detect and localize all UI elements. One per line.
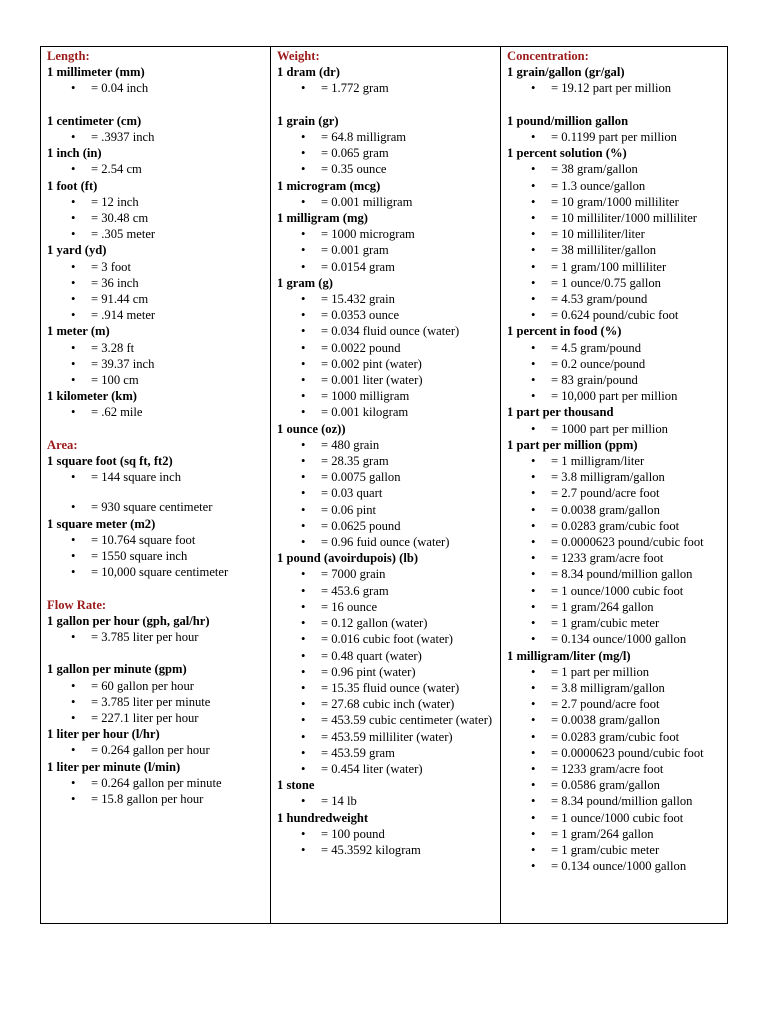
equivalent-item: • = 0.0000623 pound/cubic foot bbox=[507, 745, 723, 761]
equivalent-item: • = 1000 milligram bbox=[277, 388, 496, 404]
unit-term: 1 pound/million gallon bbox=[507, 113, 629, 128]
equivalent-item: • = 38 gram/gallon bbox=[507, 161, 723, 177]
equivalent-item: • = .3937 inch bbox=[47, 129, 266, 145]
equivalent-item: • = 0.03 quart bbox=[277, 485, 496, 501]
unit-term: 1 liter per minute (l/min) bbox=[47, 759, 181, 774]
unit-term: 1 centimeter (cm) bbox=[47, 113, 142, 128]
equivalents-list bbox=[47, 499, 266, 515]
equivalents-list bbox=[277, 80, 496, 96]
equivalent-item: • = 0.96 fuid ounce (water) bbox=[277, 534, 496, 550]
equivalent-item: • = 0.0038 gram/gallon bbox=[507, 502, 723, 518]
unit-term: 1 grain/gallon (gr/gal) bbox=[507, 65, 625, 80]
equivalent-item: • = 39.37 inch bbox=[47, 356, 266, 372]
equivalent-item: • = 1 gram/264 gallon bbox=[507, 599, 723, 615]
equivalents-list bbox=[47, 129, 266, 145]
equivalent-item: • = 0.624 pound/cubic foot bbox=[507, 307, 723, 323]
equivalent-item: • = 453.6 gram bbox=[277, 583, 496, 599]
unit-term: 1 yard (yd) bbox=[47, 243, 107, 258]
equivalent-item: • = 1.3 ounce/gallon bbox=[507, 178, 723, 194]
equivalents-list bbox=[277, 129, 496, 178]
equivalent-item: • = 8.34 pound/million gallon bbox=[507, 793, 723, 809]
equivalents-list bbox=[507, 421, 723, 437]
unit-term: 1 gallon per hour (gph, gal/hr) bbox=[47, 613, 210, 628]
unit-term: 1 liter per hour (l/hr) bbox=[47, 727, 160, 742]
equivalent-item: • = 10 milliliter/1000 milliliter bbox=[507, 210, 723, 226]
equivalent-item: • = 227.1 liter per hour bbox=[47, 710, 266, 726]
equivalent-item: • = 12 inch bbox=[47, 194, 266, 210]
equivalents-list bbox=[277, 226, 496, 275]
unit-term: 1 microgram (mcg) bbox=[277, 178, 381, 193]
equivalent-item: • = 0.04 inch bbox=[47, 80, 266, 96]
unit-term: 1 dram (dr) bbox=[277, 65, 340, 80]
equivalent-item: • = 10.764 square foot bbox=[47, 532, 266, 548]
equivalent-item: • = 0.1199 part per million bbox=[507, 129, 723, 145]
section-header-concentration: Concentration: bbox=[507, 49, 589, 63]
equivalent-item: • = .62 mile bbox=[47, 404, 266, 420]
equivalent-item: • = 10,000 part per million bbox=[507, 388, 723, 404]
equivalent-item: • = 0.0586 gram/gallon bbox=[507, 777, 723, 793]
group-spacer bbox=[47, 485, 266, 499]
equivalent-item: • = 14 lb bbox=[277, 793, 496, 809]
equivalent-item: • = 100 pound bbox=[277, 826, 496, 842]
equivalent-item: • = 19.12 part per million bbox=[507, 80, 723, 96]
column-length-area-flow bbox=[41, 47, 270, 923]
equivalent-item: • = 1550 square inch bbox=[47, 548, 266, 564]
section-header-weight: Weight: bbox=[277, 49, 320, 63]
equivalent-item: • = 83 grain/pound bbox=[507, 372, 723, 388]
equivalents-list bbox=[47, 742, 266, 758]
equivalent-item: • = 0.12 gallon (water) bbox=[277, 615, 496, 631]
unit-term: 1 grain (gr) bbox=[277, 113, 339, 128]
equivalent-item: • = 0.0625 pound bbox=[277, 518, 496, 534]
equivalent-item: • = 1.772 gram bbox=[277, 80, 496, 96]
equivalents-list bbox=[47, 80, 266, 96]
equivalent-item: • = 64.8 milligram bbox=[277, 129, 496, 145]
column-concentration bbox=[500, 47, 727, 923]
equivalents-list bbox=[47, 469, 266, 485]
equivalent-item: • = 0.264 gallon per minute bbox=[47, 775, 266, 791]
unit-term: 1 part per million (ppm) bbox=[507, 437, 638, 452]
equivalent-item: • = 0.0000623 pound/cubic foot bbox=[507, 534, 723, 550]
equivalents-list bbox=[47, 161, 266, 177]
equivalent-item: • = 10 gram/1000 milliliter bbox=[507, 194, 723, 210]
equivalent-item: • = 0.001 liter (water) bbox=[277, 372, 496, 388]
equivalent-item: • = 3 foot bbox=[47, 259, 266, 275]
equivalent-item: • = 1 gram/100 milliliter bbox=[507, 259, 723, 275]
equivalent-item: • = 3.28 ft bbox=[47, 340, 266, 356]
equivalent-item: • = 27.68 cubic inch (water) bbox=[277, 696, 496, 712]
equivalents-list bbox=[507, 129, 723, 145]
equivalent-item: • = 930 square centimeter bbox=[47, 499, 266, 515]
equivalent-item: • = 3.8 milligram/gallon bbox=[507, 469, 723, 485]
equivalent-item: • = 45.3592 kilogram bbox=[277, 842, 496, 858]
equivalent-item: • = 91.44 cm bbox=[47, 291, 266, 307]
equivalents-list bbox=[47, 629, 266, 645]
equivalent-item: • = 0.2 ounce/pound bbox=[507, 356, 723, 372]
unit-term: 1 part per thousand bbox=[507, 405, 614, 420]
equivalents-list bbox=[507, 664, 723, 875]
equivalent-item: • = 15.432 grain bbox=[277, 291, 496, 307]
equivalents-list bbox=[277, 437, 496, 550]
equivalents-list bbox=[277, 793, 496, 809]
equivalent-item: • = 0.264 gallon per hour bbox=[47, 742, 266, 758]
equivalents-list bbox=[47, 259, 266, 324]
equivalent-item: • = 1 ounce/1000 cubic foot bbox=[507, 810, 723, 826]
equivalent-item: • = 7000 grain bbox=[277, 566, 496, 582]
equivalent-item: • = 30.48 cm bbox=[47, 210, 266, 226]
equivalent-item: • = 0.0353 ounce bbox=[277, 307, 496, 323]
equivalent-item: • = 15.35 fluid ounce (water) bbox=[277, 680, 496, 696]
unit-term: 1 kilometer (km) bbox=[47, 389, 138, 404]
equivalent-item: • = .914 meter bbox=[47, 307, 266, 323]
equivalent-item: • = 8.34 pound/million gallon bbox=[507, 566, 723, 582]
equivalents-list bbox=[47, 678, 266, 727]
group-spacer bbox=[47, 97, 266, 113]
group-spacer bbox=[277, 97, 496, 113]
unit-term: 1 percent in food (%) bbox=[507, 324, 622, 339]
equivalent-item: • = 0.48 quart (water) bbox=[277, 648, 496, 664]
equivalent-item: • = 453.59 cubic centimeter (water) bbox=[277, 712, 496, 728]
unit-term: 1 pound (avoirdupois) (lb) bbox=[277, 551, 419, 566]
equivalent-item: • = 1233 gram/acre foot bbox=[507, 550, 723, 566]
equivalent-item: • = 2.54 cm bbox=[47, 161, 266, 177]
equivalent-item: • = 0.0022 pound bbox=[277, 340, 496, 356]
unit-term: 1 gram (g) bbox=[277, 275, 333, 290]
equivalents-list bbox=[277, 826, 496, 858]
equivalents-list bbox=[277, 291, 496, 421]
equivalent-item: • = 28.35 gram bbox=[277, 453, 496, 469]
unit-term: 1 percent solution (%) bbox=[507, 146, 627, 161]
equivalent-item: • = 10,000 square centimeter bbox=[47, 564, 266, 580]
equivalents-list bbox=[507, 80, 723, 96]
equivalents-list bbox=[47, 404, 266, 420]
equivalent-item: • = 4.53 gram/pound bbox=[507, 291, 723, 307]
group-spacer bbox=[507, 97, 723, 113]
equivalent-item: • = 36 inch bbox=[47, 275, 266, 291]
equivalent-item: • = 1000 part per million bbox=[507, 421, 723, 437]
group-spacer bbox=[47, 645, 266, 661]
equivalent-item: • = 2.7 pound/acre foot bbox=[507, 696, 723, 712]
equivalent-item: • = 1 gram/cubic meter bbox=[507, 615, 723, 631]
equivalent-item: • = 100 cm bbox=[47, 372, 266, 388]
equivalent-item: • = 2.7 pound/acre foot bbox=[507, 485, 723, 501]
equivalents-list bbox=[507, 161, 723, 323]
equivalent-item: • = 1 ounce/1000 cubic foot bbox=[507, 583, 723, 599]
equivalent-item: • = 1 gram/cubic meter bbox=[507, 842, 723, 858]
equivalent-item: • = 1233 gram/acre foot bbox=[507, 761, 723, 777]
equivalent-item: • = 0.134 ounce/1000 gallon bbox=[507, 858, 723, 874]
equivalent-item: • = 10 milliliter/liter bbox=[507, 226, 723, 242]
equivalent-item: • = 0.016 cubic foot (water) bbox=[277, 631, 496, 647]
equivalent-item: • = 1 part per million bbox=[507, 664, 723, 680]
equivalent-item: • = 1 gram/264 gallon bbox=[507, 826, 723, 842]
section-header-flow-rate: Flow Rate: bbox=[47, 597, 107, 612]
equivalent-item: • = 4.5 gram/pound bbox=[507, 340, 723, 356]
unit-term: 1 meter (m) bbox=[47, 324, 110, 339]
equivalents-list bbox=[277, 566, 496, 777]
unit-term: 1 square meter (m2) bbox=[47, 516, 156, 531]
equivalent-item: • = 0.96 pint (water) bbox=[277, 664, 496, 680]
equivalents-list bbox=[507, 340, 723, 405]
section-header-length: Length: bbox=[47, 49, 90, 63]
equivalent-item: • = .305 meter bbox=[47, 226, 266, 242]
equivalent-item: • = 1 ounce/0.75 gallon bbox=[507, 275, 723, 291]
equivalent-item: • = 0.134 ounce/1000 gallon bbox=[507, 631, 723, 647]
equivalent-item: • = 0.06 pint bbox=[277, 502, 496, 518]
section-header-area: Area: bbox=[47, 437, 78, 452]
unit-term: 1 milligram/liter (mg/l) bbox=[507, 648, 631, 663]
unit-term: 1 millimeter (mm) bbox=[47, 65, 145, 80]
equivalent-item: • = 0.065 gram bbox=[277, 145, 496, 161]
unit-term: 1 square foot (sq ft, ft2) bbox=[47, 454, 173, 469]
equivalents-list bbox=[507, 453, 723, 647]
equivalent-item: • = 0.001 gram bbox=[277, 242, 496, 258]
equivalent-item: • = 0.0283 gram/cubic foot bbox=[507, 518, 723, 534]
equivalent-item: • = 0.034 fluid ounce (water) bbox=[277, 323, 496, 339]
section-spacer bbox=[47, 580, 266, 596]
equivalents-list bbox=[47, 775, 266, 807]
column-weight bbox=[270, 47, 500, 923]
equivalent-item: • = 453.59 gram bbox=[277, 745, 496, 761]
unit-term: 1 milligram (mg) bbox=[277, 211, 368, 226]
equivalent-item: • = 3.785 liter per hour bbox=[47, 629, 266, 645]
unit-term: 1 inch (in) bbox=[47, 146, 102, 161]
equivalent-item: • = 144 square inch bbox=[47, 469, 266, 485]
unit-term: 1 gallon per minute (gpm) bbox=[47, 662, 187, 677]
equivalents-list bbox=[47, 532, 266, 581]
equivalent-item: • = 0.001 kilogram bbox=[277, 404, 496, 420]
equivalent-item: • = 3.785 liter per minute bbox=[47, 694, 266, 710]
equivalent-item: • = 1 milligram/liter bbox=[507, 453, 723, 469]
equivalents-list bbox=[277, 194, 496, 210]
equivalent-item: • = 0.0038 gram/gallon bbox=[507, 712, 723, 728]
conversion-table bbox=[40, 46, 728, 924]
equivalent-item: • = 38 milliliter/gallon bbox=[507, 242, 723, 258]
equivalent-item: • = 60 gallon per hour bbox=[47, 678, 266, 694]
section-spacer bbox=[47, 421, 266, 437]
unit-term: 1 ounce (oz)) bbox=[277, 421, 346, 436]
equivalent-item: • = 453.59 milliliter (water) bbox=[277, 729, 496, 745]
unit-term: 1 foot (ft) bbox=[47, 178, 98, 193]
unit-term: 1 stone bbox=[277, 778, 315, 793]
equivalent-item: • = 0.0154 gram bbox=[277, 259, 496, 275]
equivalent-item: • = 480 grain bbox=[277, 437, 496, 453]
equivalent-item: • = 0.001 milligram bbox=[277, 194, 496, 210]
equivalent-item: • = 15.8 gallon per hour bbox=[47, 791, 266, 807]
equivalents-list bbox=[47, 194, 266, 243]
unit-term: 1 hundredweight bbox=[277, 810, 369, 825]
equivalent-item: • = 0.35 ounce bbox=[277, 161, 496, 177]
equivalent-item: • = 16 ounce bbox=[277, 599, 496, 615]
equivalent-item: • = 0.0075 gallon bbox=[277, 469, 496, 485]
equivalents-list bbox=[47, 340, 266, 389]
equivalent-item: • = 1000 microgram bbox=[277, 226, 496, 242]
equivalent-item: • = 3.8 milligram/gallon bbox=[507, 680, 723, 696]
equivalent-item: • = 0.002 pint (water) bbox=[277, 356, 496, 372]
equivalent-item: • = 0.454 liter (water) bbox=[277, 761, 496, 777]
equivalent-item: • = 0.0283 gram/cubic foot bbox=[507, 729, 723, 745]
